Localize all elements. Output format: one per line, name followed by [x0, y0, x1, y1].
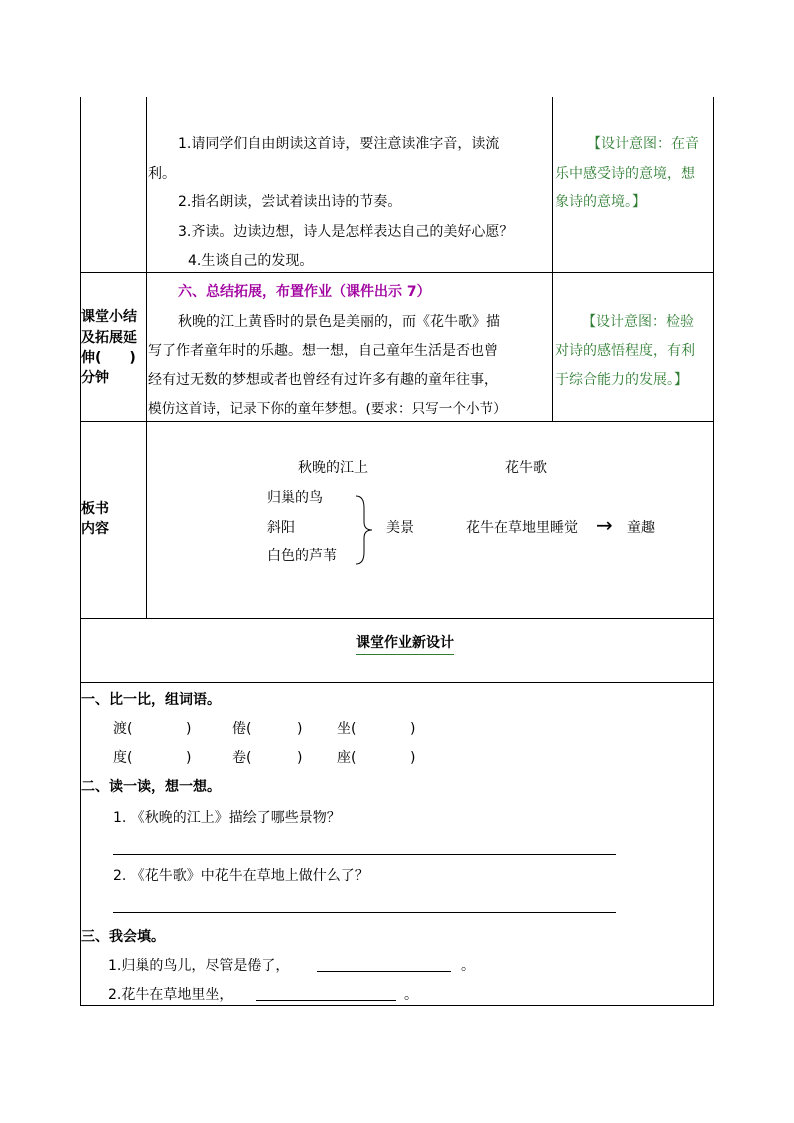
col-divider-2 — [552, 97, 553, 422]
fill-end-1: 。 — [461, 958, 475, 974]
body-line: 秋晚的江上黄昏时的景色是美丽的，而《花牛歌》描 — [178, 314, 500, 330]
heading-text: 六、总结拓展，布置作业 — [178, 284, 332, 300]
fill-end-2: 。 — [404, 987, 418, 1003]
label-line: 分钟 — [81, 370, 109, 386]
char-close[interactable]: ) — [410, 721, 416, 737]
board-title-right: 花牛歌 — [505, 460, 547, 476]
body-line: 模仿这首诗，记录下你的童年梦想。(要求：只写一个小节） — [148, 401, 507, 417]
label-line: 伸( ) — [81, 350, 136, 366]
table-border-right — [713, 97, 714, 1006]
step-line: 4.生谈自己的发现。 — [188, 253, 314, 269]
label-line: 内容 — [81, 521, 109, 537]
step-line: 利。 — [148, 166, 176, 182]
question-2: 2. 《花牛歌》中花牛在草地上做什么了？ — [113, 868, 369, 884]
arrow-icon: → — [596, 513, 613, 537]
board-item: 归巢的鸟 — [267, 490, 323, 506]
heading-note: （课件出示 7） — [332, 284, 431, 300]
homework-title: 课堂作业新设计 — [356, 633, 454, 655]
row-divider-4 — [80, 682, 714, 683]
board-summary: 美景 — [386, 520, 414, 536]
char-open: 倦( — [232, 721, 252, 737]
body-line: 经有过无数的梦想或者也曾经有过许多有趣的童年往事， — [148, 372, 498, 388]
fill-blank-2[interactable] — [256, 1000, 396, 1001]
board-item: 白色的芦苇 — [267, 548, 337, 564]
curly-brace-icon — [352, 494, 376, 566]
label-line: 板书 — [81, 501, 109, 517]
row-divider-2 — [80, 421, 714, 422]
label-line: 课堂小结 — [81, 309, 137, 325]
char-close[interactable]: ) — [186, 721, 192, 737]
fill-question-1: 1.归巢的鸟儿，尽管是倦了， — [108, 958, 290, 974]
step-line: 1.请同学们自由朗读这首诗，要注意读准字音，读流 — [178, 136, 500, 152]
char-close[interactable]: ) — [297, 721, 303, 737]
row-divider-1 — [80, 272, 714, 273]
intent-line: 乐中感受诗的意境，想 — [555, 166, 695, 182]
body-line: 写了作者童年时的乐趣。想一想，自己童年生活是否也曾 — [148, 343, 498, 359]
label-line: 及拓展延 — [81, 330, 137, 346]
answer-line-2[interactable] — [113, 912, 616, 913]
fill-question-2: 2.花牛在草地里坐， — [108, 987, 234, 1003]
intent-line: 象诗的意境。】 — [555, 194, 646, 210]
char-open: 座( — [337, 750, 357, 766]
fill-blank-1[interactable] — [317, 971, 451, 972]
char-open: 度( — [113, 750, 133, 766]
question-1: 1. 《秋晚的江上》描绘了哪些景物？ — [113, 810, 341, 826]
section-1-heading: 一、比一比，组词语。 — [81, 692, 221, 708]
section-2-heading: 二、读一读，想一想。 — [81, 779, 221, 795]
char-close[interactable]: ) — [186, 750, 192, 766]
char-open: 卷( — [232, 750, 252, 766]
table-border-left — [80, 97, 81, 1006]
board-right-result: 童趣 — [627, 520, 655, 536]
char-close[interactable]: ) — [410, 750, 416, 766]
section-heading — [178, 282, 431, 302]
board-item: 斜阳 — [267, 520, 295, 536]
char-open: 渡( — [113, 721, 133, 737]
board-right-text: 花牛在草地里睡觉 — [466, 520, 578, 536]
intent-line: 【设计意图：检验 — [582, 314, 694, 330]
step-line: 3.齐读。边读边想，诗人是怎样表达自己的美好心愿？ — [178, 224, 514, 240]
intent-line: 对诗的感悟程度，有利 — [555, 343, 695, 359]
section-3-heading: 三、我会填。 — [81, 929, 165, 945]
step-line: 2.指名朗读，尝试着读出诗的节奏。 — [178, 194, 402, 210]
table-border-bottom — [80, 1005, 714, 1006]
char-close[interactable]: ) — [297, 750, 303, 766]
intent-line: 于综合能力的发展。】 — [555, 372, 688, 388]
intent-line: 【设计意图：在音 — [587, 136, 699, 152]
row-divider-3 — [80, 618, 714, 619]
answer-line-1[interactable] — [113, 854, 616, 855]
char-open: 坐( — [337, 721, 357, 737]
col-divider-1 — [146, 97, 147, 619]
board-title-left: 秋晚的江上 — [298, 460, 368, 476]
